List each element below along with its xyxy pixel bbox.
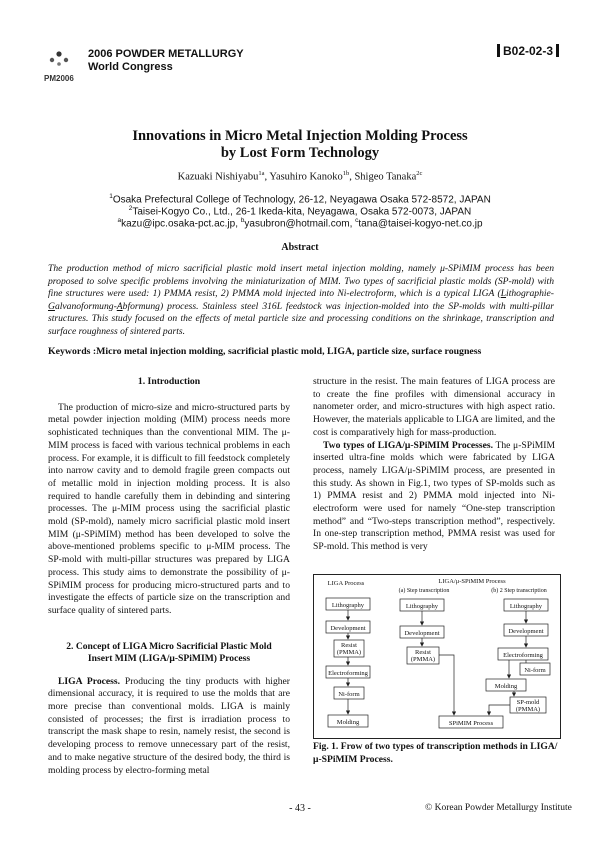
abstract-underline: G bbox=[48, 300, 55, 312]
paragraph-lead: LIGA Process. bbox=[58, 675, 120, 687]
paper-id: B02-02-3 bbox=[503, 44, 554, 58]
author-name: Kazuaki Nishiyabu bbox=[177, 171, 259, 183]
email-sup: a bbox=[117, 217, 122, 224]
liga-lithography: Lithography bbox=[331, 602, 365, 609]
author-name: Yasuhiro Kanoko bbox=[269, 171, 343, 183]
author-sup: 2c bbox=[416, 170, 423, 177]
liga-paragraph-cont: structure in the resist. The main features of LIGA process are to create the fine profiles with dimensional accuracy in nanometer order, and micro-structures with high aspect ratio. However, the materials applicable to LIGA are limited, and the cost is comparatively high for mass-production. bbox=[313, 376, 555, 438]
b-spmold-pmma: (PMMA) bbox=[515, 706, 541, 713]
paper-title-line2: by Lost Form Technology bbox=[220, 145, 380, 161]
copyright: © Korean Powder Metallurgy Institute bbox=[425, 803, 572, 813]
page-number: - 43 - bbox=[289, 803, 311, 814]
intro-paragraph: The production of micro-size and micro-structured parts by metal powder injection molding (MIM) process needs more sophisticated techniques than the conventional MIM. The μ-MIM process is faced with various technical problems in each process. For example, it is difficult to fill feedstock completely into narrow cavity and to demold fragile green compacts out of metallic mold in injection molding process. It is also required to handle carefully them in debinding and sintering processes. The μ-MIM process using the sacrificial plastic mold (SP-mold), namely micro sacrificial plastic mold insert MIM (μ-SPiMIM) method has been developed to solve the above-mentioned problems specific to μ-MIM process. The SP-mold with multi-pillar structures was prepared by LIGA process. This study aims to demonstrate the possibility of μ-SPiMIM process for producing micro-structured parts and to investigate the effects of particle size on the transcription and surface quality of sintered parts. bbox=[48, 401, 290, 616]
b-electroforming: Electroforming bbox=[503, 652, 543, 659]
abstract-text: bformung bbox=[122, 300, 160, 312]
spimim-title: LIGA/μ-SPiMIM Process bbox=[438, 578, 506, 585]
author-list: Kazuaki Nishiyabu$^{1a}$, Yasuhiro Kanoko$^{1b}$, Shigeo Tanaka$^{2c}$ bbox=[177, 170, 423, 183]
paragraph-text: Producing the tiny products with higher dimensional accuracy, it is required to use the molds that are more precise than conventional molds. LIGA is mainly consisted of processes; the first is irradiation process to transcript the mask shape to resin, namely resist, the second is developing process to remove unnecessary part of the resist, and to make negative structure of the desired body, the third is molding process by electro-forming metal bbox=[48, 675, 290, 776]
paper-title-line1: Innovations in Micro Metal Injection Molding Process bbox=[132, 128, 468, 144]
right-column bbox=[313, 376, 555, 554]
step1-label: (a) Step transcription bbox=[398, 588, 450, 594]
paper-id-badge bbox=[494, 44, 562, 58]
affil-text: Taisei-Kogyo Co., Ltd., 26-1 Ikeda-kita, Neyagawa, Osaka 572-0073, JAPAN bbox=[132, 206, 472, 218]
affiliation-emails bbox=[0, 217, 600, 229]
liga-paragraph bbox=[48, 676, 290, 778]
liga-development: Development bbox=[330, 625, 366, 632]
liga-resist-pmma: (PMMA) bbox=[336, 649, 362, 656]
keywords-line: Keywords :Micro metal injection molding, sacrificial plastic mold, LIGA, particle size, surface rougness bbox=[48, 346, 482, 357]
liga-title: LIGA Process bbox=[327, 580, 365, 587]
figure-1-caption: Fig. 1. Frow of two types of transcription methods in LIGA/μ-SPiMIM Process. bbox=[313, 741, 558, 765]
conference-year: 2006 POWDER METALLURGY bbox=[88, 48, 244, 60]
affiliation-1 bbox=[0, 193, 600, 205]
pm2006-logo-icon bbox=[44, 50, 74, 84]
author-sup: 1b bbox=[342, 170, 350, 177]
liga-molding: Molding bbox=[336, 719, 360, 726]
figure-1-flowchart bbox=[313, 574, 561, 739]
b-development: Development bbox=[508, 628, 544, 635]
a-resist: Resist bbox=[415, 649, 431, 656]
b-lithography: Lithography bbox=[509, 603, 543, 610]
logo-text: PM2006 bbox=[44, 74, 74, 83]
b-molding: Molding bbox=[494, 683, 518, 690]
email-link[interactable]: kazu@ipc.osaka-pct.ac.jp, bbox=[121, 218, 238, 230]
b-niform: Ni-form bbox=[524, 667, 546, 674]
section-2-heading-line2: Insert MIM (LIGA/μ-SPiMIM) Process bbox=[87, 652, 251, 664]
email-sup: c bbox=[355, 217, 359, 224]
two-types-paragraph bbox=[313, 440, 555, 554]
affiliation-2 bbox=[0, 205, 600, 217]
abstract-body bbox=[48, 263, 554, 339]
abstract-text: The production method of micro sacrificial plastic mold insert metal injection molding, namely μ-SPiMIM process has been proposed to solve specific problems involving the miniaturization of MIM. Two types of sacrificial plastic molds (SP-mold) with fine structures were used: 1) PMMA resist, 2) PMMA mold injected into Ni-electroform, which is a typical LIGA ( bbox=[48, 263, 554, 300]
step2-label: (b) 2 Step transcription bbox=[491, 588, 547, 594]
author-sup: 1a bbox=[258, 170, 265, 177]
affil-text: Osaka Prefectural College of Technology, 26-12, Neyagawa Osaka 572-8572, JAPAN bbox=[112, 194, 491, 206]
paragraph-lead: Two types of LIGA/μ-SPiMIM Processes. bbox=[323, 439, 493, 451]
conference-name: World Congress bbox=[88, 61, 173, 73]
abstract-underline: L bbox=[500, 288, 507, 300]
a-resist-pmma: (PMMA) bbox=[410, 656, 436, 663]
email-sup: b bbox=[240, 217, 245, 224]
liga-electroforming: Electroforming bbox=[328, 670, 368, 677]
spimim-process: SPiMIM Process bbox=[448, 720, 494, 727]
left-column bbox=[48, 376, 290, 777]
author-name: Shigeo Tanaka bbox=[354, 171, 417, 183]
abstract-text: ) process. Stainless steel 316L feedstock was injection-molded into the SP-molds with multi-pillar structures. This study focused on the effects of metal particle size and processing conditions on the shrinkage, transcription and surface roughness of sintered parts. bbox=[48, 300, 554, 337]
liga-niform: Ni-form bbox=[338, 691, 360, 698]
email-link[interactable]: tana@taisei-kogyo-net.co.jp bbox=[358, 218, 483, 230]
paragraph-text: The μ-SPiMIM inserted ultra-fine molds which were fabricated by LIGA process, namely LIGA/μ-SPiMIM process, are presented in this study. As shown in Fig.1, two types of SP-molds such as 1) PMMA resist and 2) PMMA mold injected into Ni-electroform were used for namely “One-step transcription method” and “Two-steps transcription method”, respectively. In one-step transcription method, PMMA resist was used for SP-mold. This method is very bbox=[313, 439, 555, 553]
abstract-text: alvanoformung- bbox=[54, 300, 117, 312]
abstract-text: ithographie- bbox=[506, 288, 554, 300]
liga-resist: Resist bbox=[341, 642, 357, 649]
section-2-heading-line1: 2. Concept of LIGA Micro Sacrificial Plastic Mold bbox=[66, 640, 272, 652]
email-link[interactable]: yasubron@hotmail.com, bbox=[244, 218, 353, 230]
affil-sup: 2 bbox=[128, 205, 133, 212]
abstract-heading: Abstract bbox=[281, 242, 319, 253]
affil-sup: 1 bbox=[109, 193, 113, 200]
section-1-heading: 1. Introduction bbox=[137, 376, 201, 387]
b-spmold: SP-mold bbox=[516, 699, 540, 706]
abstract-underline: A bbox=[116, 300, 123, 312]
a-lithography: Lithography bbox=[405, 603, 439, 610]
a-development: Development bbox=[404, 630, 440, 637]
